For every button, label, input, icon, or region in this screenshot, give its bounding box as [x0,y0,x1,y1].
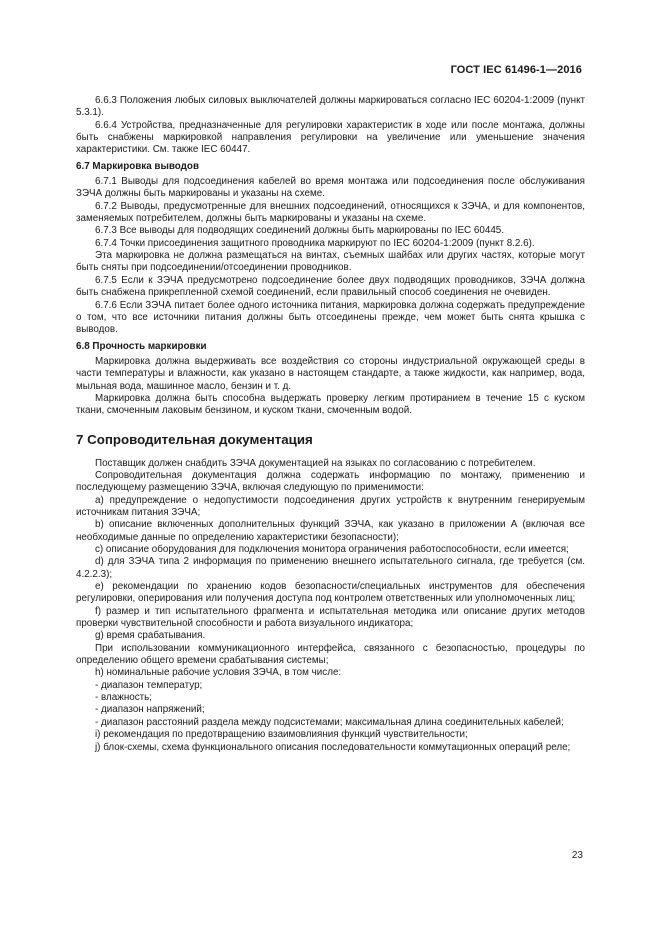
paragraph-6-7-5: 6.7.5 Если к ЗЭЧА предусмотрено подсоединение более двух подводящих проводников, ЗЭЧА должна быть снабжена прикрепленной схемой соединений, если правильный способ соединения не очевиден. [76,274,585,299]
paragraph-6-7-2: 6.7.2 Выводы, предусмотренные для внешних подсоединений, относящихся к ЗЭЧА, и для компонентов, заменяемых потребителем, должны быть маркированы и указаны на схеме. [76,200,585,225]
paragraph-7-a: Поставщик должен снабдить ЗЭЧА документацией на языках по согласованию с потребителем. [95,457,536,469]
list-item-b: b) описание включенных дополнительных функций ЗЭЧА, как указано в приложении А (включая все необходимые данные по определению характеристики безопасности); [76,519,585,543]
paragraph-7-b: Сопроводительная документация должна содержать информацию по монтажу, применению и последующему размещению ЗЭЧА, включая следующую по применимости: [76,469,585,494]
paragraph-6-6-4: 6.6.4 Устройства, предназначенные для регулировки характеристик в ходе или после монтажа, должны быть снабжены маркировкой направления регулировки на увеличение или уменьшение значения характеристики. См. также IEC 60447. [76,119,585,156]
list-item-e: е) рекомендации по хранению кодов безопасности/специальных инструментов для обеспечения регулировки, оперирования или получения доступа под контролем ответственных или уполномоченных лиц; [76,581,585,605]
paragraph-6-7-4-note: Эта маркировка не должна размещаться на винтах, съемных шайбах или других частях, которые могут быть сняты при подсоединении/отсоединении проводников. [76,250,585,274]
list-item-g-note: При использовании коммуникационного интерфейса, связанного с безопасностью, процедуры по определению общего времени срабатывания системы; [76,642,585,667]
paragraph-6-6-3: 6.6.3 Положения любых силовых выключателей должны маркироваться согласно IEC 60204-1:2009 (пункт 5.3.1). [76,95,585,119]
section-heading-7: 7 Сопроводительная документация [76,431,313,447]
list-item-f: f) размер и тип испытательного фрагмента и испытательная методика или описание других методов проверки чувствительной способности и работа визуального индикатора; [76,605,585,630]
list-subitem-distance: - диапазон расстояний раздела между подсистемами; максимальная длина соединительных кабелей; [95,716,564,728]
list-item-j: j) блок-схемы, схема функционального описания последовательности коммутационных операций реле; [95,741,571,753]
section-heading-6-8: 6.8 Прочность маркировки [76,340,207,352]
paragraph-6-7-6: 6.7.6 Если ЗЭЧА питает более одного источника питания, маркировка должна содержать предупреждение о том, что все источники питания должны быть отсоединены прежде, чем может быть снята крышка с выводов. [76,299,585,336]
paragraph-6-7-3: 6.7.3 Все выводы для подводящих соединений должны быть маркированы по IEC 60445. [95,225,505,237]
page-number: 23 [571,850,583,861]
list-subitem-humidity: - влажность; [95,692,153,704]
list-subitem-voltage: - диапазон напряжений; [95,704,205,716]
document-body [76,95,585,754]
list-subitem-temperature: - диапазон температур; [95,679,203,691]
list-item-d: d) для ЗЭЧА типа 2 информация по применению внешнего испытательного сигнала, где требуется (см. 4.2.2.3); [76,556,585,580]
list-item-c: с) описание оборудования для подключения монитора ограничения работоспособности, если имеется; [95,544,569,555]
paragraph-6-8-b: Маркировка должна быть способна выдержать проверку легким протиранием в течение 15 с куском ткани, смоченным лаковым бензином, и куском ткани, смоченным водой. [76,392,585,417]
list-item-g: g) время срабатывания. [95,630,206,642]
section-heading-6-7: 6.7 Маркировка выводов [76,160,199,172]
list-item-a: а) предупреждение о недопустимости подсоединения других устройств к внутренним генерируемым источникам питания ЗЭЧА; [76,494,585,518]
paragraph-6-7-1: 6.7.1 Выводы для подсоединения кабелей во время монтажа или подсоединения после обслуживания ЗЭЧА должны быть маркированы и указаны на схеме. [76,176,585,200]
list-item-i: i) рекомендация по предотвращению взаимовлияния функций чувствительности; [95,729,468,741]
paragraph-6-7-4: 6.7.4 Точки присоединения защитного проводника маркируют по IEC 60204-1:2009 (пункт 8.2.6). [95,237,535,249]
list-item-h: h) номинальные рабочие условия ЗЭЧА, в том числе: [95,667,342,679]
paragraph-6-8-a: Маркировка должна выдерживать все воздействия со стороны индустриальной окружающей среды в части температуры и влажности, как указано в настоящем стандарте, а также жидкости, как например, вода, мыльная вода, машинное масло, бензин и т. д. [76,355,585,392]
document-header: ГОСТ IEC 61496-1—2016 [450,64,582,76]
